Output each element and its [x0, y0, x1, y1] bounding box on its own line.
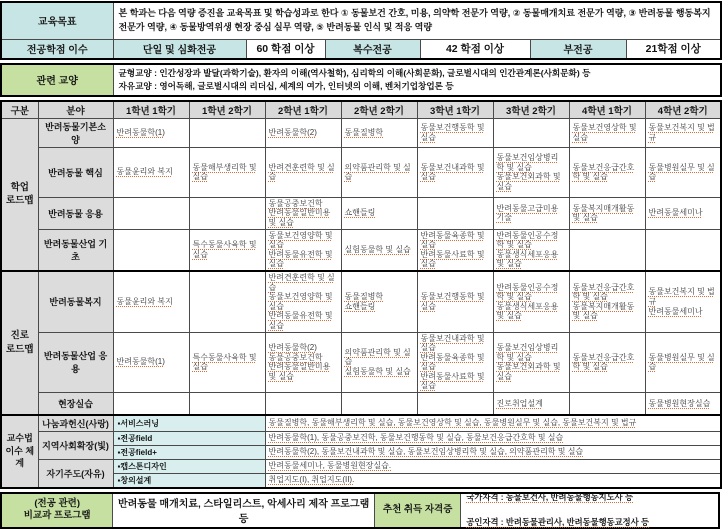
- course-cell: 반려견훈련학 및 실습 동물보건영양학 및 실습 반려동물유전학 및 실습: [265, 271, 341, 332]
- course-cell: [189, 393, 265, 415]
- field-label: 반려동물 핵심: [38, 147, 113, 197]
- field-label: 현장실습: [38, 393, 113, 415]
- course-cell: 동물병원실무 및 실습: [645, 332, 721, 393]
- teaching-method-label: ▪캡스톤디자인: [113, 459, 265, 473]
- teaching-group-label: 나눔과헌신(사랑): [38, 415, 113, 432]
- course-cell: 동물윤리와 복지: [113, 147, 189, 197]
- table-row: [1, 431, 721, 445]
- course-cell: 동물질병학 쇼핸들링: [341, 271, 417, 332]
- header-y1s2: 1학년 2학기: [189, 101, 265, 119]
- table-row: [1, 147, 721, 197]
- course-cell: 특수동물사육학 및 실습: [189, 229, 265, 271]
- table-row: [1, 271, 721, 332]
- course-cell: 실험동물학 및 실습: [341, 229, 417, 271]
- course-cell: 동물보건복지 및 법규 반려동물세미나: [645, 271, 721, 332]
- table-row: [1, 393, 721, 415]
- table-row: [1, 459, 721, 473]
- goal-text: 본 학과는 다음 역량 증진을 교육목표 및 학습성과로 한다 ① 동물보건 간호, 미용, 의약학 전문가 역량, ② 동물매개치료 전문가 역량, ③ 반려동물 행동복지 전문가 역량, ④ 동물방역위생 현장 중심 실무 역량, ⑤ 반려동물 인식 및 적응 역량: [113, 2, 721, 39]
- roadmap-header-row: [1, 101, 721, 119]
- course-cell: [493, 118, 569, 147]
- license-label: 추천 취득 자격증: [375, 494, 462, 527]
- teaching-course-list: 동물질병학, 동물해부생리학 및 실습, 동물보건영상학 및 실습, 동물병원실무 및 실습, 동물보건복지 및 법규: [265, 415, 721, 432]
- field-label: 반려동물산업 기초: [38, 229, 113, 271]
- teaching-method-label: ▪창의설계: [113, 473, 265, 488]
- course-cell: 동물보건영상학 및 실습: [569, 118, 645, 147]
- teaching-group-label: 자기주도(자유): [38, 459, 113, 488]
- field-label: 반려동물 응용: [38, 197, 113, 229]
- course-cell: 동물보건복지 및 법규: [645, 118, 721, 147]
- credits-label: 전공학점 이수: [1, 39, 113, 59]
- liberal-line-free: 자유교양 : 영어독해, 글로벌시대의 리더십, 세계의 여가, 인터넷의 이해, 벤처기업창업론 등: [118, 80, 454, 91]
- course-cell: 반려동물인공수정학 및 실습 동물생식세포응용 및 실습: [493, 229, 569, 271]
- teaching-group-label: 지역사회확장(빛): [38, 431, 113, 459]
- course-cell: [113, 197, 189, 229]
- course-cell: 반려동물학(1): [113, 118, 189, 147]
- credit-value-double: 42 학점 이상: [420, 39, 530, 59]
- goal-credits-table: [0, 1, 722, 60]
- course-cell: [569, 229, 645, 271]
- course-cell: 동물보건내과학 및 실습 반려동물육종학 및 실습 반려동물사료학 및 실습: [417, 332, 493, 393]
- credit-value-single: 60 학점 이상: [246, 39, 325, 59]
- course-cell: [569, 393, 645, 415]
- header-y4s1: 4학년 1학기: [569, 101, 645, 119]
- course-cell: 반려동물세미나: [645, 197, 721, 229]
- header-field: 분야: [38, 101, 113, 119]
- course-cell: [113, 229, 189, 271]
- table-row: [1, 229, 721, 271]
- extracurricular-label: (전공 관련) 비교과 프로그램: [2, 494, 113, 527]
- course-cell: 반려동물학(2) 동물공중보건학 반려동물일반미용 및 실습: [265, 332, 341, 393]
- bottom-bar: [0, 492, 720, 529]
- header-y4s2: 4학년 2학기: [645, 101, 721, 119]
- table-row: [1, 415, 721, 432]
- course-cell: 동물질병학: [341, 118, 417, 147]
- course-cell: [341, 393, 417, 415]
- liberal-line-balance: 균형교양 : 인간성장과 발달(과학기술), 환자의 이해(역사철학), 심리학의 이해(사회문화), 글로벌시대의 인간관계론(사회문화) 등: [118, 68, 591, 78]
- field-label: 반려동물기본소양: [38, 118, 113, 147]
- course-cell: 동물보건행동학 및 실습: [417, 118, 493, 147]
- course-cell: [645, 229, 721, 271]
- course-cell: 동물보건임상병리학 및 실습 동물보건외과학 및 실습: [493, 332, 569, 393]
- teaching-method-label: ▪서비스러닝: [113, 415, 265, 432]
- liberal-label: 관련 교양: [1, 64, 113, 96]
- teaching-course-list: 취업지도(I), 취업지도(II).: [265, 473, 721, 488]
- teaching-course-list: 반려동물학(1), 동물공중보건학, 동물보건행동학 및 실습, 동물보건응급간호학 및 실습: [265, 431, 721, 445]
- section-label-study: 학업 로드맵: [1, 118, 38, 271]
- section-label-teaching: 교수법 이수 체계: [1, 415, 38, 488]
- teaching-method-label: ▪전공field: [113, 431, 265, 445]
- teaching-course-list: 반려동물세미나, 동물병원현장실습.: [265, 459, 721, 473]
- roadmap-table: [0, 100, 722, 489]
- course-cell: 반려동물인공수정학 및 실습 동물생식세포응용 및 실습: [493, 271, 569, 332]
- course-cell: 쇼핸들링: [341, 197, 417, 229]
- course-cell: 동물병원실무 및 실습: [645, 147, 721, 197]
- course-cell: [265, 393, 341, 415]
- liberal-text: [113, 64, 721, 96]
- course-cell: 의약품관리학 및 실습 실험동물학 및 실습: [341, 332, 417, 393]
- credit-value-minor: 21학점 이상: [626, 39, 721, 59]
- course-cell: 동물해부생리학 및 실습: [189, 147, 265, 197]
- teaching-method-label: ▪전공field+: [113, 445, 265, 459]
- liberal-arts-table: [0, 63, 722, 97]
- course-cell: [417, 197, 493, 229]
- course-cell: 반려동물고급미용기술: [493, 197, 569, 229]
- course-cell: 동물보건응급간호학 및 실습 동물복지매개활동 및 실습: [569, 271, 645, 332]
- course-cell: 동물보건응급간호학 및 실습: [569, 332, 645, 393]
- course-cell: 동물보건영양학 및 실습 반려동물유전학 및 실습: [265, 229, 341, 271]
- teaching-course-list: 반려동물학(2), 동물보건내과학 및 실습, 동물보건임상병리학 및 실습, 의약품관리학 및 실습: [265, 445, 721, 459]
- course-cell: [189, 271, 265, 332]
- credit-type-double: 복수전공: [325, 39, 420, 59]
- credit-type-minor: 부전공: [530, 39, 626, 59]
- goal-label: 교육목표: [1, 2, 113, 39]
- course-cell: 반려동물학(1): [113, 332, 189, 393]
- table-row: [1, 332, 721, 393]
- course-cell: 의약품관리학 및 실습: [341, 147, 417, 197]
- header-y1s1: 1학년 1학기: [113, 101, 189, 119]
- table-row: [1, 118, 721, 147]
- course-cell: 반려동물육종학 및 실습 반려동물사료학 및 실습: [417, 229, 493, 271]
- course-cell: 동물병원현장실습: [645, 393, 721, 415]
- header-y3s1: 3학년 1학기: [417, 101, 493, 119]
- extracurricular-text: 반려동물 매개치료, 스타일리스트, 악세사리 제작 프로그램 등: [113, 494, 375, 527]
- header-kind: 구분: [1, 101, 38, 119]
- course-cell: 반려견훈련학 및 실습: [265, 147, 341, 197]
- course-cell: [113, 393, 189, 415]
- field-label: 반려동물산업 응용: [38, 332, 113, 393]
- course-cell: 동물공중보건학 반려동물일반미용 및 실습: [265, 197, 341, 229]
- course-cell: 반려동물학(2): [265, 118, 341, 147]
- course-cell: [417, 393, 493, 415]
- field-label: 반려동물복지: [38, 271, 113, 332]
- course-cell: 동물보건행동학 및 실습: [417, 271, 493, 332]
- course-cell: 진로취업설계: [493, 393, 569, 415]
- section-label-career: 진로 로드맵: [1, 271, 38, 415]
- course-cell: 동물보건임상병리학 및 실습 동물보건외과학 및 실습: [493, 147, 569, 197]
- header-y2s1: 2학년 1학기: [265, 101, 341, 119]
- course-cell: 동물보건응급간호학 및 실습: [569, 147, 645, 197]
- license-list: 국가자격 : 동물보건사, 반려동물행동지도사 등 공인자격 : 반려동물관리사, 반려동물행동교정사 등: [466, 492, 650, 528]
- course-cell: 특수동물사육학 및 실습: [189, 332, 265, 393]
- header-y2s2: 2학년 2학기: [341, 101, 417, 119]
- course-cell: 동물복지매개활동 및 실습: [569, 197, 645, 229]
- table-row: [1, 197, 721, 229]
- credit-type-single: 단일 및 심화전공: [113, 39, 246, 59]
- course-cell: [189, 197, 265, 229]
- header-y3s2: 3학년 2학기: [493, 101, 569, 119]
- course-cell: 동물보건내과학 및 실습: [417, 147, 493, 197]
- course-cell: 동물윤리와 복지: [113, 271, 189, 332]
- course-cell: [189, 118, 265, 147]
